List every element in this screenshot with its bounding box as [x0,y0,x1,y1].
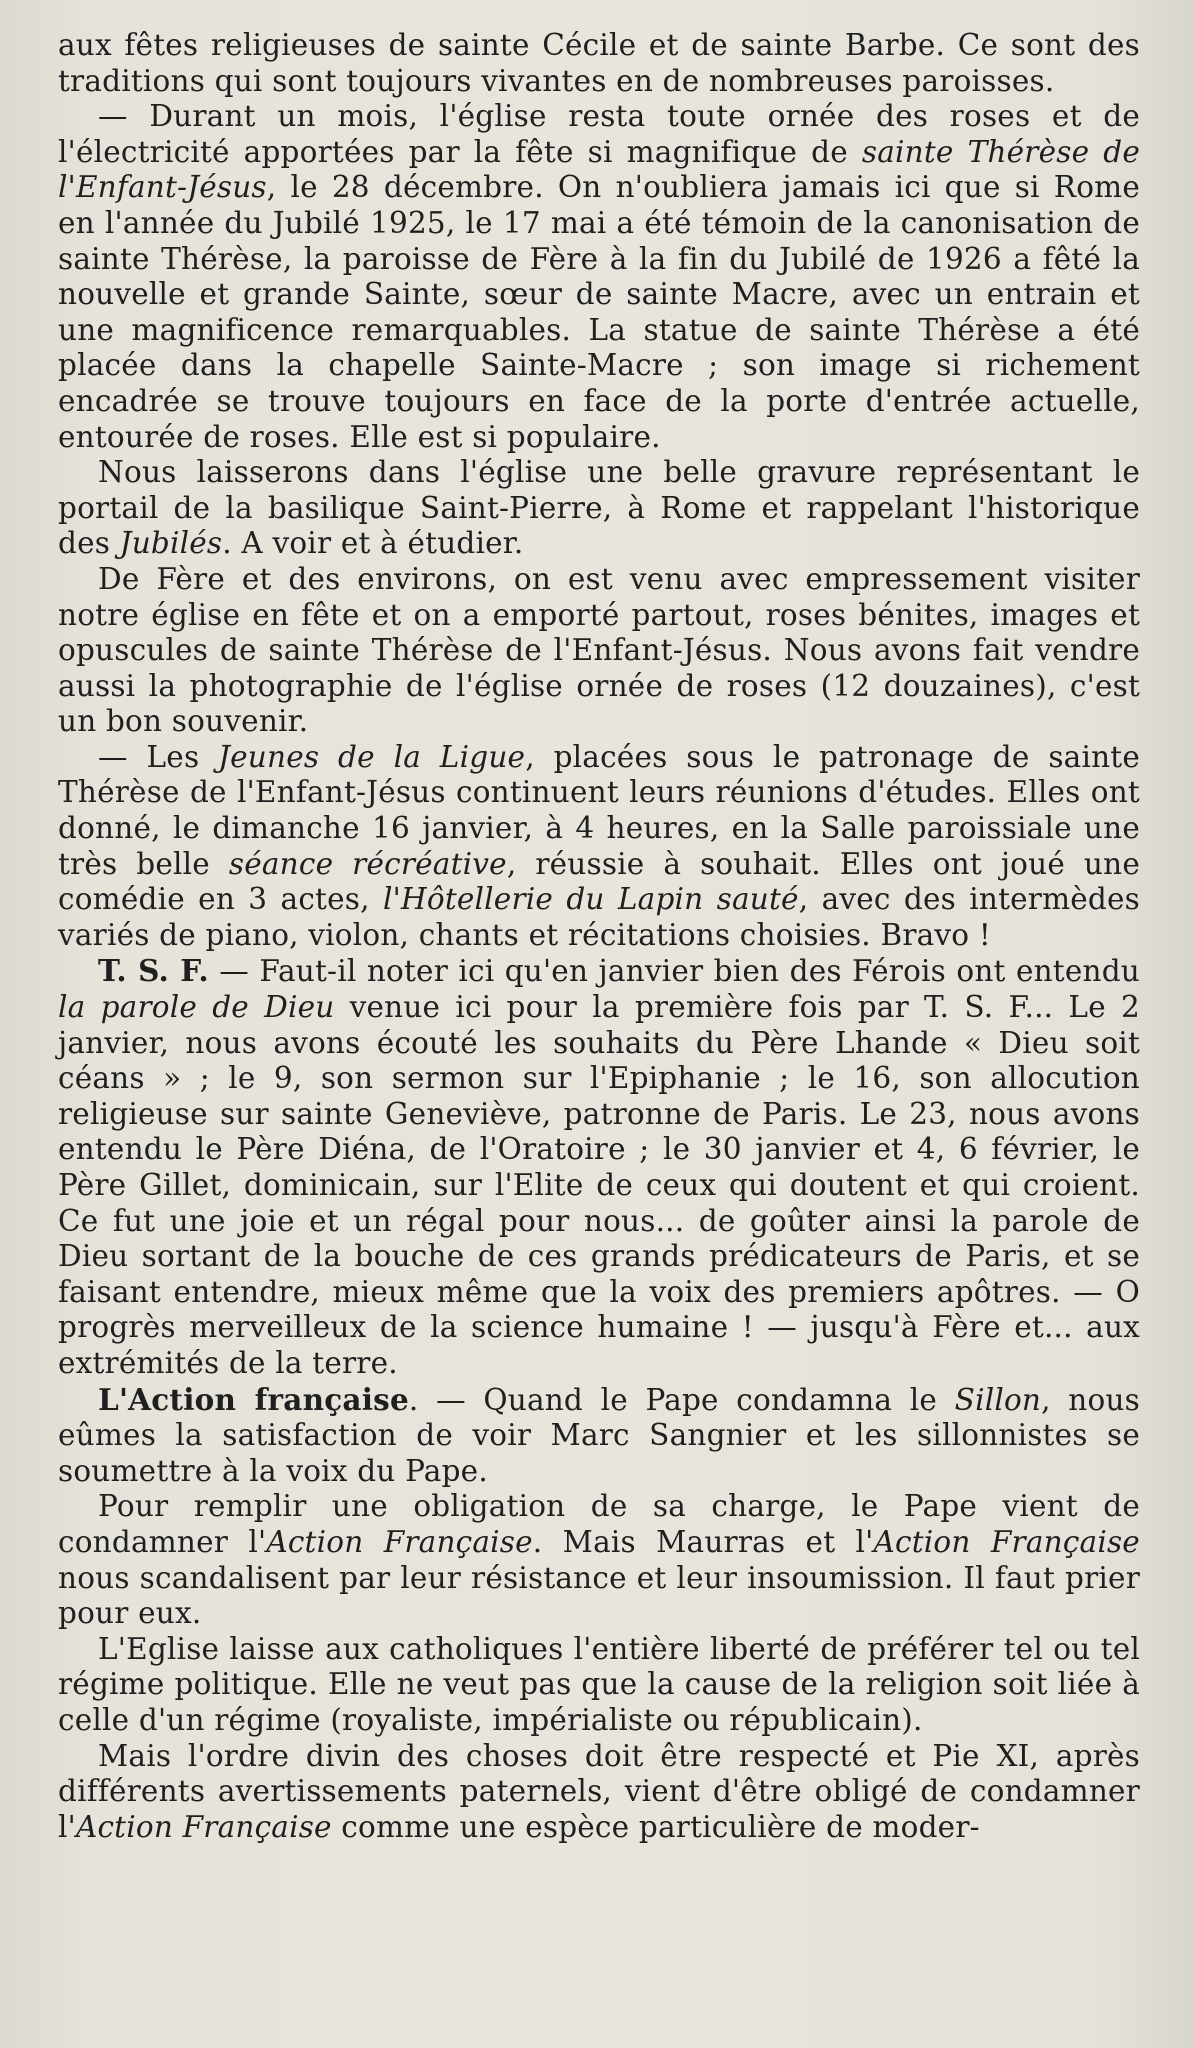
text-segment: Pour remplir une obligation de sa charge, le Pape vient de condamner l' [58,1489,1140,1559]
text-segment: . Mais Maurras et l' [532,1524,874,1559]
text-segment: , placées sous le patronage de sainte Thérèse de l'Enfant-Jésus continuent leurs réunions d'études. Elles ont donné, le dimanche 16 janvier, à 4 heures, en la Salle paroissiale une très belle [58,739,1140,881]
text-segment: . — Quand le Pape condamna le [408,1382,955,1417]
paragraph [58,1489,1140,1631]
paragraph [58,562,1140,740]
text-column [58,28,1140,1845]
italic-segment: la parole de Dieu [58,990,335,1025]
paragraph [58,953,1140,1381]
text-segment: — Durant un mois, l'église resta toute ornée des roses et de l'électricité apportées par la fête si magnifique de [58,99,1140,169]
italic-segment: sainte Thérèse de l'Enfant-Jésus [58,134,1140,205]
text-segment: , nous eûmes la satisfaction de voir Marc Sangnier et les sillonnistes se soumettre à la voix du Pape. [58,1382,1140,1488]
text-segment: comme une espèce particulière de moder- [331,1809,980,1844]
italic-segment: Action Française [266,1524,533,1559]
italic-segment: l'Hôtellerie du Lapin sauté [382,882,799,917]
paragraph [58,740,1140,954]
text-segment: — Faut-il noter ici qu'en janvier bien des Férois ont entendu [208,954,1140,989]
text-segment: nous scandalisent par leur résistance et leur insoumission. Il faut prier pour eux. [58,1560,1140,1631]
text-segment: , le 28 décembre. On n'oubliera jamais ici que si Rome en l'année du Jubilé 1925, le 17 mai a été témoin de la canonisation de sainte Thérèse, la paroisse de Fère à la fin du Jubilé de 1926 a fêté la nouvelle et grande Sainte, sœur de sainte Macre, avec un entrain et une magnificence remarquables. La statue de sainte Thérèse a été placée dans la chapelle Sainte-Macre ; son image si richement encadrée se trouve toujours en face de la porte d'entrée actuelle, entourée de roses. Elle est si populaire. [58,170,1140,454]
paragraph [58,99,1140,455]
italic-segment: Jubilés [119,526,223,561]
text-segment: De Fère et des environs, on est venu avec empressement visiter notre église en fête et on a emporté partout, roses bénites, images et opuscules de sainte Thérèse de l'Enfant-Jésus. Nous avons fait vendre aussi la photographie de l'église ornée de roses (12 douzaines), c'est un bon souvenir. [58,561,1140,739]
text-segment: venue ici pour la première fois par T. S. F... Le 2 janvier, nous avons écouté les souhaits du Père Lhande « Dieu soit céans » ; le 9, son sermon sur l'Epiphanie ; le 16, son allocution religieuse sur sainte Geneviève, patronne de Paris. Le 23, nous avons entendu le Père Diéna, de l'Oratoire ; le 30 janvier et 4, 6 février, le Père Gillet, dominicain, sur l'Elite de ceux qui doutent et qui croient. Ce fut une joie et un régal pour nous... de goûter ainsi la parole de Dieu sortant de la bouche de ces grands prédicateurs de Paris, et se faisant entendre, mieux même que la voix des premiers apôtres. — O progrès merveilleux de la science humaine ! — jusqu'à Fère et... aux extrémités de la terre. [58,990,1141,1380]
italic-segment: Sillon [954,1382,1042,1417]
text-segment: L'Eglise laisse aux catholiques l'entière liberté de préférer tel ou tel régime politique. Elle ne veut pas que la cause de la religion soit liée à celle d'un régime (royaliste, impérialiste ou républicain). [58,1631,1140,1737]
italic-segment: Jeunes de la Ligue [218,739,526,774]
text-segment: aux fêtes religieuses de sainte Cécile et de sainte Barbe. Ce sont des traditions qui sont toujours vivantes en de nombreuses paroisses. [58,28,1140,98]
paragraph [58,28,1140,99]
paragraph [58,1739,1140,1846]
italic-segment: Action Française [75,1809,332,1844]
bold-heading-segment: T. S. F. [98,953,209,989]
italic-segment: séance récréative [228,846,507,881]
text-segment: — Les [98,739,219,774]
paragraph [58,455,1140,562]
text-segment: Mais l'ordre divin des choses doit être respecté et Pie XI, après différents avertissements paternels, vient d'être obligé de condamner l' [58,1738,1140,1844]
paragraph [58,1382,1140,1490]
text-segment: , réussie à souhait. Elles ont joué une comédie en 3 actes, [58,846,1140,917]
italic-segment: Action Française [873,1524,1140,1559]
text-segment: , avec des intermèdes variés de piano, violon, chants et récitations choisies. Bravo ! [58,882,1141,952]
paragraph [58,1632,1140,1739]
text-segment: . A voir et à étudier. [222,526,524,561]
bold-heading-segment: L'Action française [98,1381,409,1417]
text-segment: Nous laisserons dans l'église une belle gravure représentant le portail de la basilique Saint-Pierre, à Rome et rappelant l'historique des [58,455,1140,561]
